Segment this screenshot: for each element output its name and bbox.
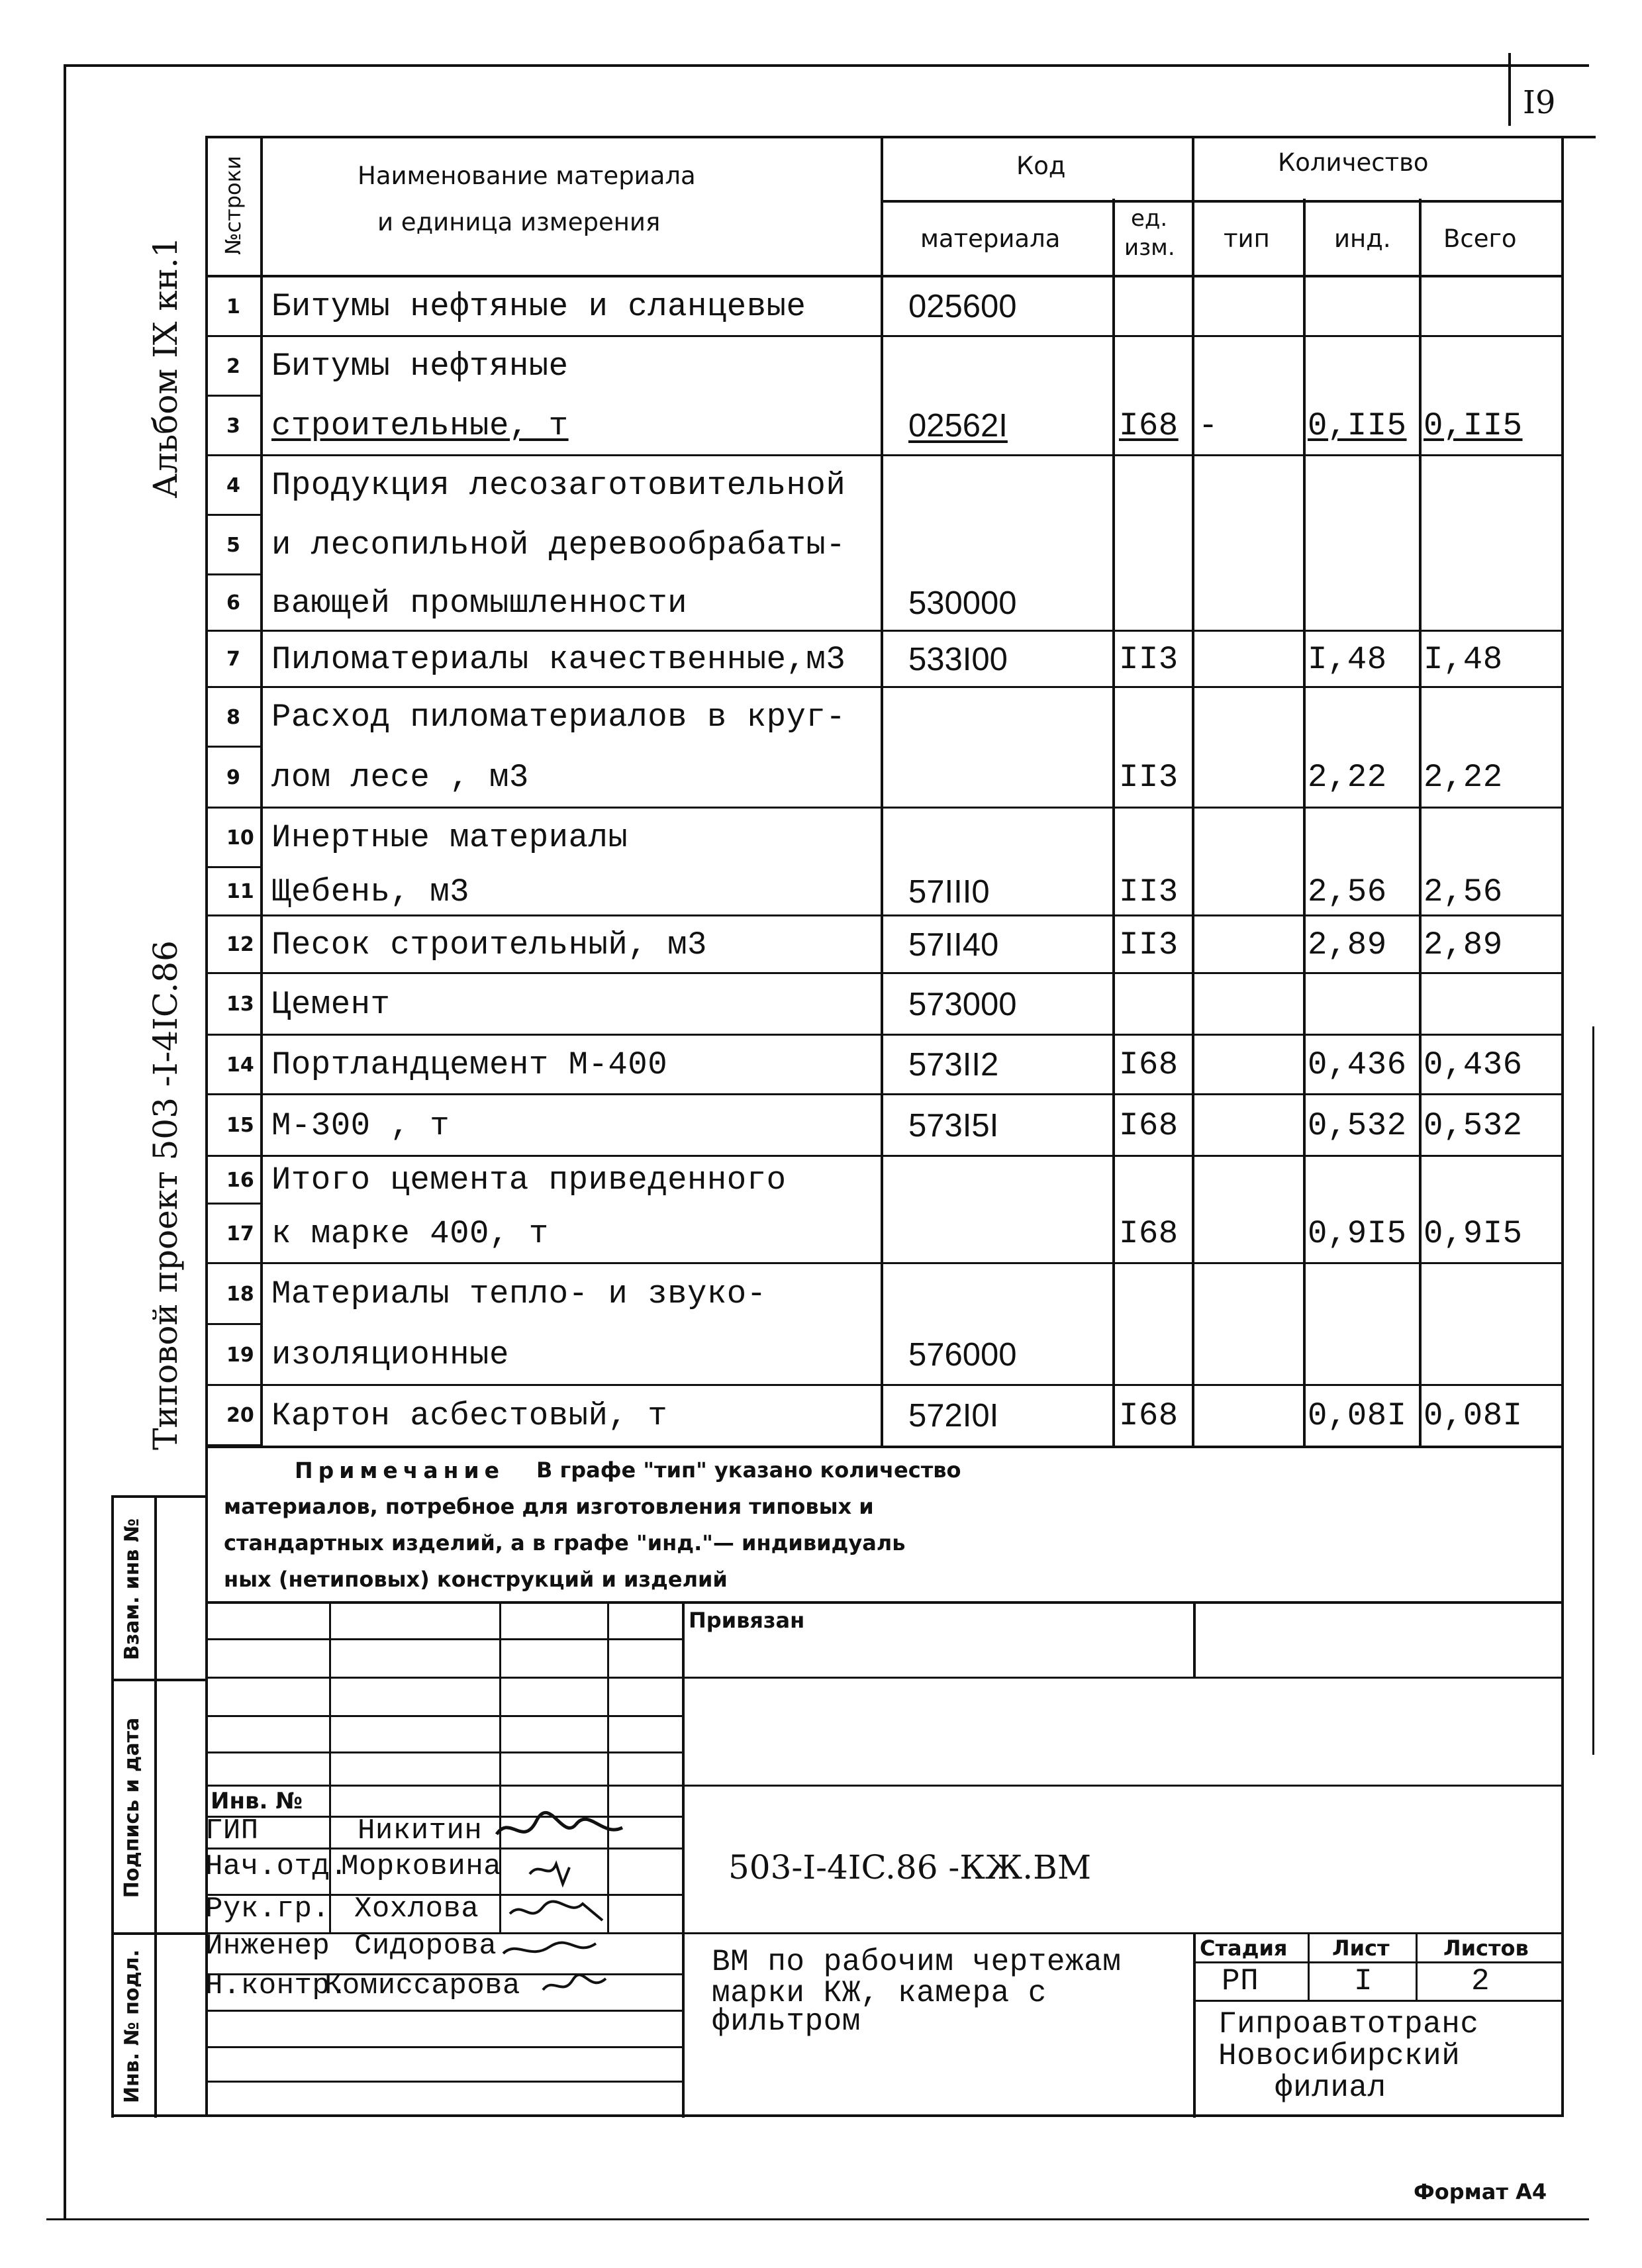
row-number: 16 [226, 1168, 254, 1192]
row-number: 8 [226, 705, 240, 729]
stamp-top [205, 1601, 1564, 1604]
row-ind: 0,436 [1308, 1046, 1407, 1083]
table-line-name [881, 136, 883, 1447]
row-unit: II3 [1119, 926, 1179, 963]
row-unit: I68 [1119, 1397, 1179, 1434]
row-number: 18 [226, 1282, 254, 1306]
stamp-h13 [205, 2081, 682, 2083]
note-title: Примечание [295, 1457, 505, 1483]
stamp-h2 [205, 1677, 1564, 1679]
header-name-line2: и единица измерения [377, 207, 661, 236]
row-name: Битумы нефтяные и сланцевые [271, 288, 806, 325]
sidestamp-mid [154, 1495, 157, 2118]
stamp-sheet-value: I [1354, 1964, 1373, 1998]
row-number: 19 [226, 1343, 254, 1367]
side-album-title: Альбом IX кн.1 [146, 236, 185, 499]
stamp-org-l2: Новосибирский [1218, 2039, 1461, 2073]
row-number: 9 [226, 765, 240, 789]
row-name: Пиломатериалы качественные,м3 [271, 640, 846, 678]
stamp-name-gip: Никитин [358, 1814, 483, 1848]
stamp-name-nachotd: Морковина [341, 1850, 502, 1883]
header-quantity: Количество [1278, 148, 1429, 177]
signature-scribbles [490, 1808, 642, 2006]
stamp-role-rukgr: Рук.гр. [205, 1893, 330, 1926]
row-number: 15 [226, 1114, 254, 1137]
row-ind: 0,08I [1308, 1397, 1407, 1434]
row-divider [205, 972, 1564, 974]
sidestamp-left [111, 1495, 114, 2118]
row-unit: II3 [1119, 640, 1179, 678]
row-ind: 0,9I5 [1308, 1215, 1407, 1252]
stamp-h12 [205, 2046, 682, 2048]
row-number: 14 [226, 1053, 254, 1077]
sidestamp-podpis: Подпись и дата [121, 1717, 144, 1898]
frame-bottom [46, 2218, 1589, 2220]
frame-page-num-divider [1508, 53, 1511, 126]
header-material: материала [920, 224, 1061, 253]
row-number: 3 [226, 414, 240, 438]
row-total: 2,56 [1424, 873, 1503, 911]
stamp-h3 [205, 1715, 682, 1717]
stamp-v8 [1416, 1932, 1418, 2001]
stamp-v6 [1193, 1932, 1196, 2118]
row-name: строительные, т [271, 407, 569, 444]
table-line-right-ext [1592, 1026, 1594, 1755]
row-name: Инертные материалы [271, 819, 628, 856]
table-line-ind [1419, 199, 1422, 1447]
row-name: и лесопильной деревообрабаты- [271, 526, 846, 564]
row-name: Картон асбестовый, т [271, 1397, 668, 1434]
header-type: тип [1224, 224, 1270, 253]
header-total: Всего [1443, 224, 1517, 253]
stamp-v4 [682, 1601, 685, 2118]
header-row-number: №строки [220, 156, 246, 255]
stamp-title-l3: фильтром [712, 2004, 861, 2039]
row-unit: I68 [1119, 1215, 1179, 1252]
stamp-v7 [1308, 1932, 1310, 2001]
row-name: Цемент [271, 985, 391, 1023]
row-name: М-300 , т [271, 1107, 450, 1144]
row-code: 530000 [908, 585, 1017, 621]
row-code: 57II40 [908, 926, 999, 963]
header-unit-l2: изм. [1124, 234, 1175, 261]
row-name: Щебень, м3 [271, 873, 470, 911]
row-total: 2,22 [1424, 759, 1503, 796]
frame-top [64, 64, 1589, 67]
row-code: 573II2 [908, 1047, 999, 1083]
stamp-bottom [111, 2114, 1564, 2117]
stamp-sheets-value: 2 [1471, 1964, 1490, 1998]
row-name: изоляционные [271, 1336, 509, 1373]
row-code: 573000 [908, 986, 1017, 1022]
row-name: Песок строительный, м3 [271, 926, 707, 963]
stamp-org-l3: филиал [1275, 2071, 1386, 2105]
row-number: 10 [226, 826, 254, 850]
stamp-h5 [205, 1785, 1564, 1787]
row-total: 0,08I [1424, 1397, 1523, 1434]
row-unit: I68 [1119, 1046, 1179, 1083]
row-code: 025600 [908, 289, 1017, 324]
row-number: 11 [226, 880, 254, 903]
stamp-sheets-label: Листов [1443, 1936, 1529, 1961]
frame-left [64, 64, 66, 2220]
note-line4: ных (нетиповых) конструкций и изделий [224, 1567, 728, 1592]
row-number: 4 [226, 473, 240, 497]
row-unit: II3 [1119, 873, 1179, 911]
row-code: 57III0 [908, 873, 990, 910]
row-name: Продукция лесозаготовительной [271, 467, 846, 504]
row-code: 572I0I [908, 1397, 999, 1434]
row-ind: 2,22 [1308, 759, 1387, 796]
row-number: 5 [226, 533, 240, 557]
stamp-stage-label: Стадия [1200, 1936, 1288, 1961]
stamp-name-nkontr: Комиссарова [324, 1969, 520, 2002]
row-number: 20 [226, 1404, 254, 1427]
stamp-name-engineer: Сидорова [354, 1930, 497, 1963]
table-line-right [1561, 136, 1564, 2116]
row-name: Битумы нефтяные [271, 348, 569, 385]
sidestamp-inv-podl: Инв. № подл. [121, 1949, 144, 2104]
row-ind: I,48 [1308, 640, 1387, 678]
side-project-title: Типовой проект 503 -I-4IC.86 [146, 940, 185, 1450]
stamp-h4 [205, 1751, 682, 1753]
table-line-unit [1192, 136, 1194, 1447]
row-total: 0,532 [1424, 1107, 1523, 1144]
stamp-v5 [1193, 1601, 1196, 1678]
stamp-stage-h2 [1193, 2000, 1564, 2002]
row-number: 12 [226, 933, 254, 956]
stamp-role-gip: ГИП [205, 1814, 259, 1848]
row-total: 0,436 [1424, 1046, 1523, 1083]
row-total: I,48 [1424, 640, 1503, 678]
row-name: Итого цемента приведенного [271, 1161, 787, 1199]
row-code: 576000 [908, 1337, 1017, 1373]
note-line1: В графе "тип" указано количество [536, 1457, 961, 1483]
stamp-role-nkontr: Н.контр. [205, 1969, 348, 2002]
row-unit: I68 [1119, 407, 1179, 444]
row-name: вающей промышленности [271, 584, 688, 622]
stamp-name-rukgr: Хохлова [354, 1893, 479, 1926]
row-total: 2,89 [1424, 926, 1503, 963]
row-name: Расход пиломатериалов в круг- [271, 699, 846, 736]
row-ind: 2,56 [1308, 873, 1387, 911]
row-code: 573I5I [908, 1107, 999, 1144]
row-code: 533I00 [908, 641, 1008, 677]
format-label: Формат А4 [1414, 2179, 1547, 2204]
header-ind: инд. [1334, 224, 1391, 253]
row-number: 1 [226, 295, 240, 319]
stamp-role-engineer: Инженер [205, 1930, 330, 1963]
stamp-stage-value: РП [1222, 1964, 1259, 1998]
stamp-title-l2: марки КЖ, камера с [712, 1976, 1047, 2010]
header-unit-l1: ед. [1131, 205, 1168, 232]
table-body-bottom [205, 1446, 1564, 1448]
header-code: Код [1016, 151, 1066, 180]
row-number: 7 [226, 648, 240, 671]
header-mid-line [881, 200, 1564, 203]
row-number: 2 [226, 354, 240, 378]
note-line3: стандартных изделий, а в графе "инд."— индивидуаль [224, 1530, 906, 1555]
row-name: Материалы тепло- и звуко- [271, 1275, 767, 1312]
stamp-doc-code: 503-I-4IC.86 -КЖ.ВМ [728, 1848, 1092, 1887]
table-line-code [1112, 199, 1115, 1447]
row-ind: 2,89 [1308, 926, 1387, 963]
stamp-inv-no: Инв. № [211, 1788, 303, 1814]
sidestamp-div1 [111, 1679, 207, 1681]
row-name: Портландцемент М-400 [271, 1046, 668, 1083]
sidestamp-vzam: Взам. инв № [121, 1518, 144, 1661]
stamp-h11 [205, 2010, 682, 2012]
row-ind: 0,532 [1308, 1107, 1407, 1144]
table-line-rowno [260, 136, 263, 1447]
row-number: 17 [226, 1222, 254, 1246]
table-line-type [1303, 199, 1306, 1447]
row-total: 0,II5 [1424, 407, 1523, 444]
page-number: I9 [1523, 84, 1556, 121]
table-top-line [205, 136, 1596, 138]
row-ind: 0,II5 [1308, 407, 1407, 444]
row-unit: II3 [1119, 759, 1179, 796]
row-unit: I68 [1119, 1107, 1179, 1144]
row-name: к марке 400, т [271, 1215, 549, 1252]
row-type: - [1198, 407, 1218, 444]
stamp-role-nachotd: Нач.отд. [205, 1850, 348, 1883]
note-line2: материалов, потребное для изготовления типовых и [224, 1494, 874, 1519]
stamp-sheet-label: Лист [1332, 1936, 1390, 1961]
row-number: 6 [226, 591, 240, 615]
stamp-title-l1: ВМ по рабочим чертежам [712, 1945, 1122, 1979]
stamp-h1 [205, 1638, 682, 1640]
header-name-line1: Наименование материала [358, 161, 696, 190]
row-name: лом лесе , м3 [271, 759, 529, 796]
row-code: 02562I [908, 408, 1008, 444]
row-number: 13 [226, 993, 254, 1016]
stamp-org-l1: Гипроавтотранс [1218, 2007, 1479, 2042]
row-total: 0,9I5 [1424, 1215, 1523, 1252]
stamp-privyazan: Привязан [689, 1608, 805, 1633]
sidestamp-top [111, 1495, 207, 1498]
